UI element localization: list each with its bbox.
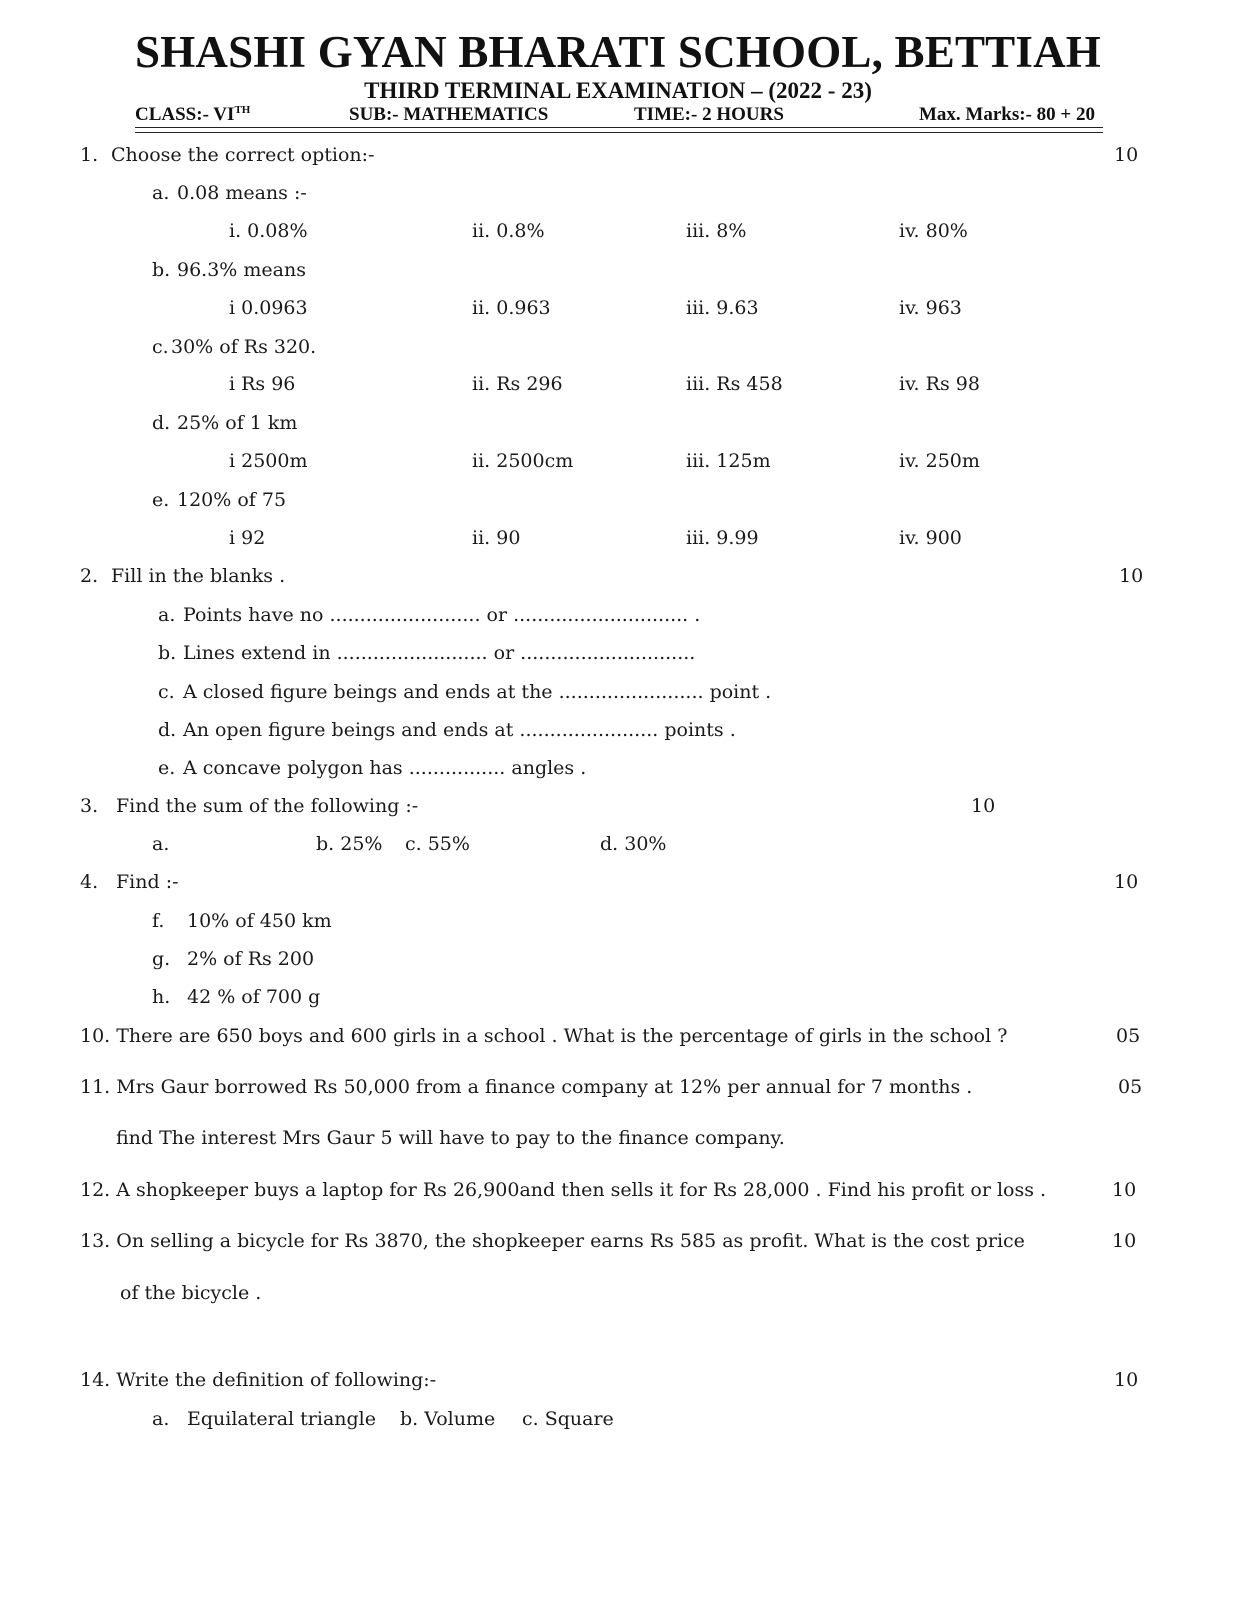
- q1b-option-iv: iv. 963: [899, 297, 962, 319]
- header-rule-bottom: [135, 132, 1103, 133]
- q1e-option-ii: ii. 90: [472, 527, 521, 549]
- q1e-label: e.: [152, 489, 170, 511]
- q1d-label: d.: [152, 412, 171, 434]
- q1a-option-ii: ii. 0.8%: [472, 220, 545, 242]
- q14-part-c: c. Square: [522, 1408, 614, 1430]
- q2c-text: A closed figure beings and ends at the ........................ point .: [183, 681, 772, 703]
- q10-text: 10. There are 650 boys and 600 girls in a school . What is the percentage of girls in the school ?: [80, 1025, 1008, 1047]
- q4-marks: 10: [1114, 871, 1139, 893]
- q14-marks: 10: [1114, 1369, 1139, 1391]
- q11-marks: 05: [1118, 1076, 1143, 1098]
- q4f-label: f.: [152, 910, 165, 932]
- q1e-text: 120% of 75: [177, 489, 287, 511]
- q12-marks: 10: [1112, 1179, 1137, 1201]
- q12-text: 12. A shopkeeper buys a laptop for Rs 26,900and then sells it for Rs 28,000 . Find his profit or loss .: [80, 1179, 1047, 1201]
- q4-number: 4.: [80, 871, 99, 893]
- q2a-label: a.: [158, 604, 176, 626]
- q2d-label: d.: [158, 719, 177, 741]
- q1c-option-i: i Rs 96: [229, 373, 296, 395]
- q14-part-a-label: a.: [152, 1408, 170, 1430]
- subject-label: SUB:- MATHEMATICS: [349, 104, 549, 125]
- q1e-option-iv: iv. 900: [899, 527, 962, 549]
- q3-marks: 10: [971, 795, 996, 817]
- q2e-text: A concave polygon has ................ angles .: [183, 757, 587, 779]
- q2-text: Fill in the blanks .: [111, 565, 286, 587]
- q3-part-d: d. 30%: [600, 833, 667, 855]
- q1-text: Choose the correct option:-: [111, 144, 375, 166]
- q1d-option-ii: ii. 2500cm: [472, 450, 574, 472]
- q14-part-a-text: Equilateral triangle: [187, 1408, 376, 1430]
- q3-part-c: c. 55%: [405, 833, 470, 855]
- max-marks-label: Max. Marks:- 80 + 20: [919, 104, 1095, 125]
- q11-continuation: find The interest Mrs Gaur 5 will have to pay to the finance company.: [116, 1127, 785, 1149]
- q1b-option-iii: iii. 9.63: [686, 297, 759, 319]
- q13-marks: 10: [1112, 1230, 1137, 1252]
- q1e-option-iii: iii. 9.99: [686, 527, 759, 549]
- class-superscript: TH: [234, 104, 251, 116]
- q1d-text: 25% of 1 km: [177, 412, 298, 434]
- q1b-text: 96.3% means: [177, 259, 306, 281]
- q4g-label: g.: [152, 948, 171, 970]
- q3-number: 3.: [80, 795, 99, 817]
- q11-text: 11. Mrs Gaur borrowed Rs 50,000 from a finance company at 12% per annual for 7 months .: [80, 1076, 973, 1098]
- q1a-option-iii: iii. 8%: [686, 220, 747, 242]
- school-name: SHASHI GYAN BHARATI SCHOOL, BETTIAH: [135, 27, 1101, 77]
- q14-part-b: b. Volume: [400, 1408, 496, 1430]
- time-label: TIME:- 2 HOURS: [634, 104, 784, 125]
- q1c-label: c.: [152, 336, 169, 358]
- q2b-text: Lines extend in ......................... or .............................: [183, 642, 696, 664]
- q1c-text: 30% of Rs 320.: [171, 336, 317, 358]
- q4h-text: 42 % of 700 g: [187, 986, 321, 1008]
- q13-continuation: of the bicycle .: [120, 1282, 262, 1304]
- q1d-option-iii: iii. 125m: [686, 450, 771, 472]
- q1-number: 1.: [80, 144, 99, 166]
- q1a-label: a.: [152, 182, 170, 204]
- q1a-text: 0.08 means :-: [177, 182, 307, 204]
- q2a-text: Points have no ......................... or ............................. .: [183, 604, 701, 626]
- q2d-text: An open figure beings and ends at ....................... points .: [183, 719, 736, 741]
- q3-part-a: a.: [152, 833, 170, 855]
- q4g-text: 2% of Rs 200: [187, 948, 315, 970]
- q3-part-b: b. 25%: [316, 833, 383, 855]
- q4h-label: h.: [152, 986, 171, 1008]
- q2-number: 2.: [80, 565, 99, 587]
- q1b-label: b.: [152, 259, 171, 281]
- q2-marks: 10: [1119, 565, 1144, 587]
- q2c-label: c.: [158, 681, 175, 703]
- exam-title: THIRD TERMINAL EXAMINATION – (2022 - 23): [364, 78, 872, 103]
- q1d-option-iv: iv. 250m: [899, 450, 980, 472]
- q14-text: 14. Write the definition of following:-: [80, 1369, 437, 1391]
- q4f-text: 10% of 450 km: [187, 910, 332, 932]
- q1c-option-ii: ii. Rs 296: [472, 373, 563, 395]
- q1d-option-i: i 2500m: [229, 450, 308, 472]
- q1a-option-iv: iv. 80%: [899, 220, 968, 242]
- q10-marks: 05: [1116, 1025, 1141, 1047]
- class-label: CLASS:- VITH: [135, 104, 251, 125]
- q1e-option-i: i 92: [229, 527, 266, 549]
- q2b-label: b.: [158, 642, 177, 664]
- q2e-label: e.: [158, 757, 176, 779]
- q1b-option-ii: ii. 0.963: [472, 297, 551, 319]
- q1c-option-iii: iii. Rs 458: [686, 373, 783, 395]
- q1a-option-i: i. 0.08%: [229, 220, 308, 242]
- header-rule-top: [135, 127, 1103, 128]
- q13-text: 13. On selling a bicycle for Rs 3870, the shopkeeper earns Rs 585 as profit. What is the cost price: [80, 1230, 1025, 1252]
- q1c-option-iv: iv. Rs 98: [899, 373, 980, 395]
- q3-text: Find the sum of the following :-: [116, 795, 419, 817]
- q4-text: Find :-: [116, 871, 179, 893]
- q1-marks: 10: [1114, 144, 1139, 166]
- q1b-option-i: i 0.0963: [229, 297, 308, 319]
